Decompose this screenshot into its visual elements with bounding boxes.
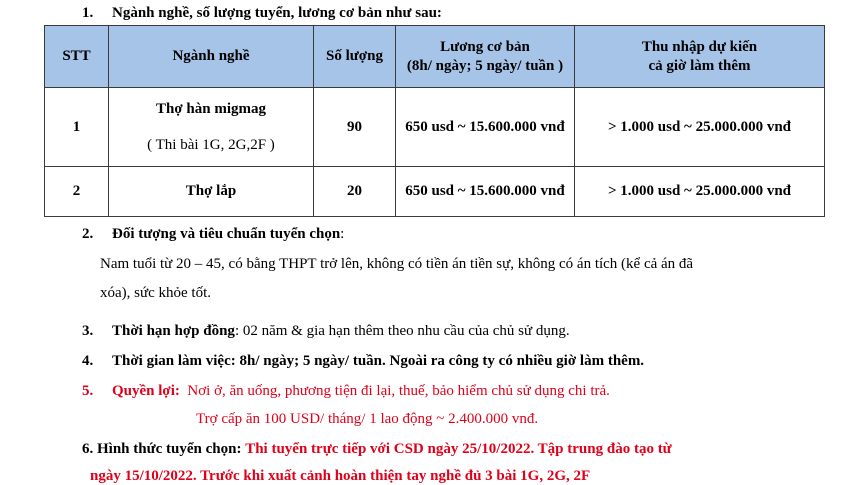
- row-income: > 1.000 usd ~ 25.000.000 vnđ: [575, 88, 825, 167]
- header-income-line2: cả giờ làm thêm: [648, 57, 751, 74]
- header-salary-line1: Lương cơ bản: [440, 38, 530, 55]
- section-2-title: Đối tượng và tiêu chuẩn tuyển chọn: [112, 226, 341, 242]
- section-4: [82, 353, 644, 370]
- row-qty: 20: [314, 167, 396, 217]
- section-1-number: 1.: [82, 5, 94, 21]
- header-salary: [396, 26, 575, 88]
- section-3-number: 3.: [82, 323, 94, 339]
- section-5-text-line1: Nơi ở, ăn uống, phương tiện đi lại, thuế, bảo hiểm chủ sử dụng chi trả.: [187, 383, 610, 399]
- row-income: > 1.000 usd ~ 25.000.000 vnđ: [575, 167, 825, 217]
- section-2-colon: :: [340, 226, 345, 242]
- section-5-number: 5.: [82, 383, 94, 399]
- row-salary: 650 usd ~ 15.600.000 vnđ: [396, 167, 575, 217]
- row-job-title: Thợ hàn migmag: [156, 101, 266, 117]
- section-1-heading: [82, 5, 442, 22]
- section-3: [82, 323, 570, 340]
- section-5: [82, 383, 610, 400]
- section-6-text-line1: Thi tuyển trực tiếp với CSD ngày 25/10/2022. Tập trung đào tạo từ: [245, 441, 672, 457]
- header-job: Ngành nghề: [109, 26, 314, 88]
- section-6: [82, 441, 672, 458]
- section-2-body-line2: xóa), sức khỏe tốt.: [100, 285, 212, 301]
- header-income: [575, 26, 825, 88]
- row-stt: 2: [45, 167, 109, 217]
- row-job-note: ( Thi bài 1G, 2G,2F ): [147, 137, 275, 153]
- section-4-number: 4.: [82, 353, 94, 369]
- table-row: [45, 88, 825, 167]
- section-3-title: Thời hạn hợp đồng: [112, 323, 235, 339]
- row-qty: 90: [314, 88, 396, 167]
- row-stt: 1: [45, 88, 109, 167]
- header-salary-line2: (8h/ ngày; 5 ngày/ tuần ): [406, 57, 564, 74]
- section-2-body-line1: Nam tuổi từ 20 – 45, có bằng THPT trở lên, không có tiền án tiền sự, không có án tích (kể cả án đã: [100, 256, 694, 272]
- section-2-heading: [82, 226, 344, 243]
- row-job: [109, 88, 314, 167]
- table-row: [45, 167, 825, 217]
- section-5-text-line2: Trợ cấp ăn 100 USD/ tháng/ 1 lao động ~ 2.400.000 vnđ.: [196, 411, 539, 427]
- section-6-text-line2: ngày 15/10/2022. Trước khi xuất cảnh hoàn thiện tay nghề đủ 3 bài 1G, 2G, 2F: [90, 468, 591, 484]
- section-6-title: Hình thức tuyển chọn:: [97, 441, 242, 457]
- section-1-title: Ngành nghề, số lượng tuyển, lương cơ bản như sau:: [112, 5, 442, 21]
- table-header-row: [45, 26, 825, 88]
- section-4-text: 8h/ ngày; 5 ngày/ tuần. Ngoài ra công ty có nhiều giờ làm thêm.: [239, 353, 645, 369]
- section-3-text: : 02 năm & gia hạn thêm theo nhu cầu của chủ sử dụng.: [234, 323, 570, 339]
- section-2-number: 2.: [82, 226, 94, 242]
- row-salary: 650 usd ~ 15.600.000 vnđ: [396, 88, 575, 167]
- section-4-title: Thời gian làm việc:: [112, 353, 236, 369]
- section-6-number: 6.: [82, 441, 94, 457]
- header-income-line1: Thu nhập dự kiến: [641, 38, 758, 55]
- jobs-table: [44, 25, 825, 217]
- header-stt: STT: [45, 26, 109, 88]
- header-qty: Số lượng: [314, 26, 396, 88]
- section-5-title: Quyền lợi:: [112, 383, 180, 399]
- row-job: Thợ lắp: [109, 167, 314, 217]
